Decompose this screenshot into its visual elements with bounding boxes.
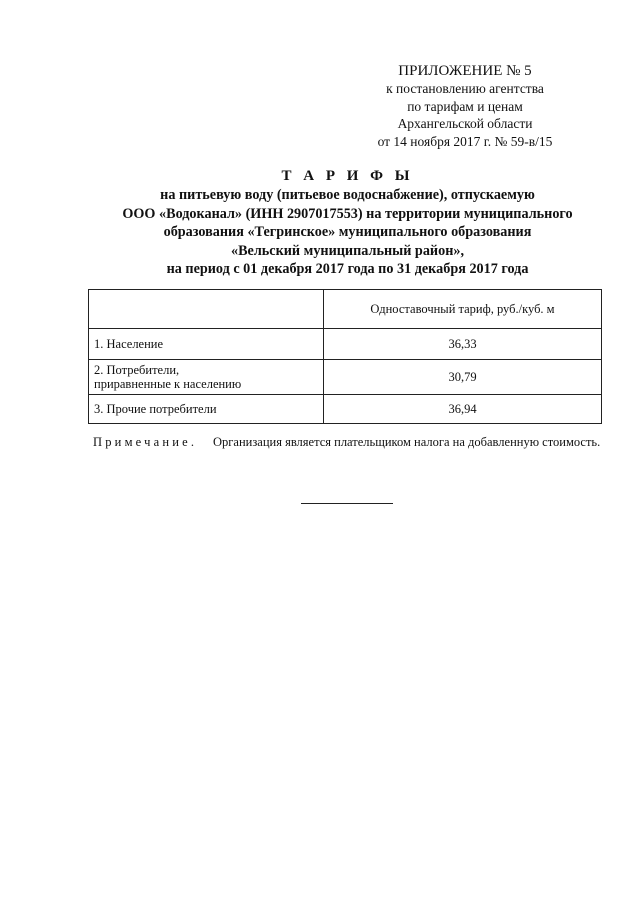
table-row — [89, 360, 602, 395]
category-label: 1. Население — [94, 337, 164, 351]
tariff-value-cell: 30,79 — [324, 360, 602, 395]
header-category-cell — [89, 290, 324, 329]
appendix-number: ПРИЛОЖЕНИЕ № 5 — [398, 63, 532, 79]
table-row — [89, 395, 602, 424]
title-main: Т А Р И Ф Ы — [281, 168, 414, 184]
appendix-date: от 14 ноября 2017 г. № 59-в/15 — [377, 133, 553, 149]
title-period: на период с 01 декабря 2017 года по 31 декабря 2017 года — [166, 261, 529, 277]
tariff-value-cell: 36,33 — [324, 329, 602, 360]
tariff-table — [88, 289, 602, 424]
category-label: приравненные к населению — [94, 377, 242, 391]
category-label: 3. Прочие потребители — [94, 402, 217, 416]
table-row — [89, 329, 602, 360]
note-label: Примечание. — [93, 435, 198, 449]
category-cell — [89, 395, 324, 424]
appendix-line: по тарифам и ценам — [407, 98, 523, 114]
note-text: Организация является плательщиком налога на добавленную стоимость. — [213, 435, 601, 449]
appendix-line: к постановлению агентства — [386, 81, 544, 96]
category-cell — [89, 360, 324, 395]
appendix-header — [330, 62, 600, 150]
tariff-value-cell: 36,94 — [324, 395, 602, 424]
category-label: 2. Потребители, — [94, 363, 180, 377]
table-header-row — [89, 290, 602, 329]
closing-rule — [301, 503, 393, 504]
title-line: «Вельский муниципальный район», — [230, 242, 465, 259]
title-line: на питьевую воду (питьевое водоснабжение), отпускаемую — [160, 187, 535, 203]
title-line: ООО «Водоканал» (ИНН 2907017553) на территории муниципального — [122, 205, 573, 222]
category-cell — [89, 329, 324, 360]
appendix-line: Архангельской области — [397, 116, 533, 131]
document-title — [70, 166, 625, 279]
header-tariff-cell: Одноставочный тариф, руб./куб. м — [324, 290, 602, 329]
title-line: образования «Тегринское» муниципального образования — [163, 224, 532, 240]
